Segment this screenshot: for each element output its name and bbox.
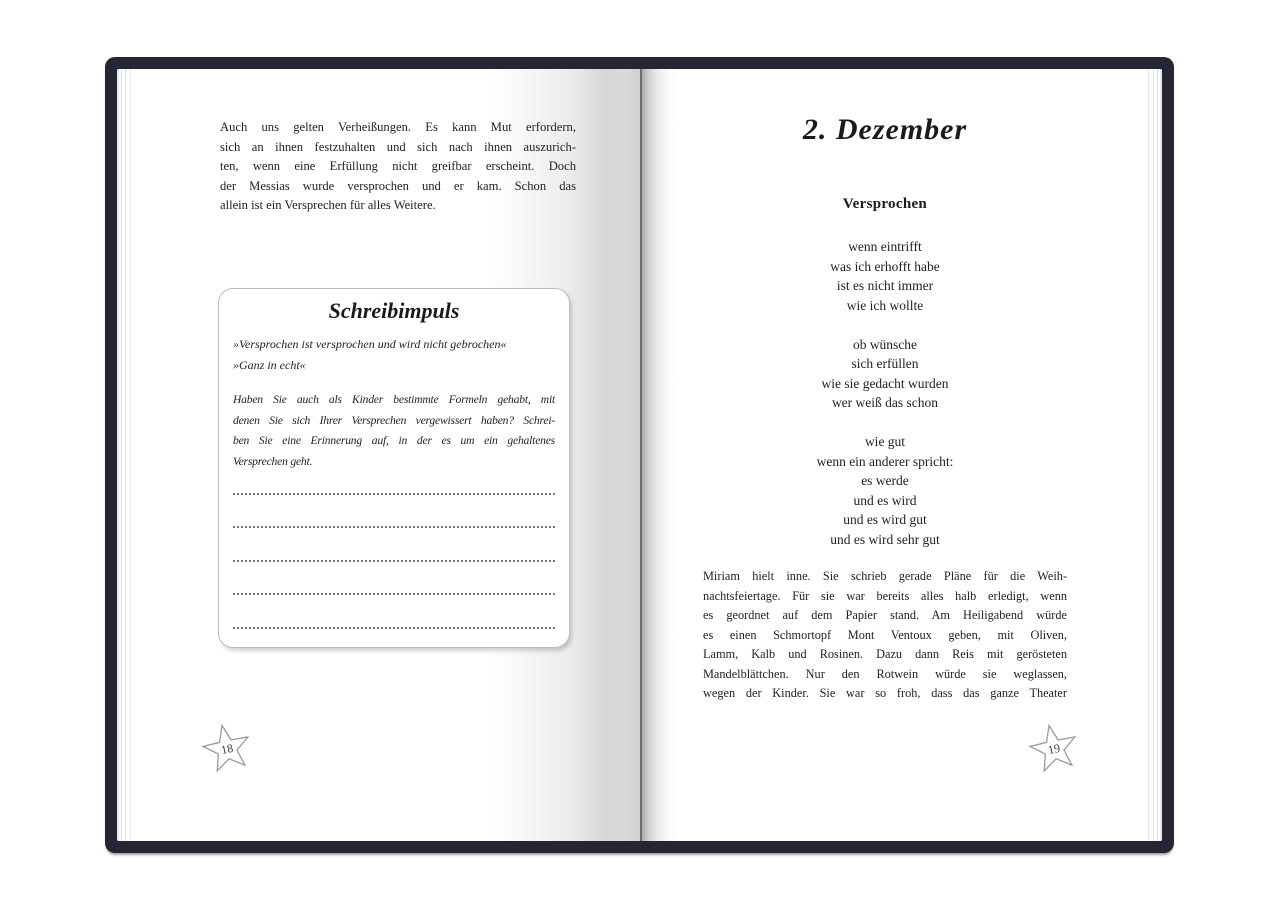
writing-lines: [233, 461, 555, 629]
poem-line: wenn eintrifft: [848, 239, 922, 254]
poem-line: wie ich wollte: [846, 297, 924, 313]
prompt-line: Versprechen geht.: [233, 454, 313, 468]
paragraph-line: wegen der Kinder. Sie war so froh, dass das ganze Theater: [703, 686, 1067, 700]
prompt-line: Haben Sie auch als Kinder bestimmte Formeln gehabt, mit: [233, 393, 555, 406]
poem-title: Versprochen: [842, 196, 928, 212]
left-page-paragraph: [220, 118, 576, 216]
page-number-star-left: [201, 723, 253, 775]
open-pages: [117, 69, 1162, 841]
poem-line: was ich erhofft habe: [830, 258, 940, 274]
writing-line: [233, 461, 555, 495]
poem-line: wie gut: [864, 434, 906, 449]
writing-line: [233, 495, 555, 529]
poem-line: ob wünsche: [852, 336, 918, 352]
poem-stanza: [703, 432, 1067, 549]
paragraph-line: allein ist ein Versprechen für alles Weitere.: [220, 198, 436, 212]
book-cover: [105, 57, 1174, 853]
paragraph-line: sich an ihnen festzuhalten und sich nach ihnen auszurich-: [220, 139, 576, 154]
schreibimpuls-box: [218, 288, 570, 648]
date-heading: 2. Dezember: [802, 113, 968, 146]
paragraph-line: es geordnet auf dem Papier stand. Am Heiligabend würde: [703, 608, 1067, 622]
poem-line: wenn ein anderer spricht:: [816, 453, 954, 469]
schreibimpuls-quotes: [233, 334, 555, 376]
quote-line: »Ganz in echt«: [233, 358, 306, 372]
star-icon: [196, 718, 258, 780]
poem-line: und es wird sehr gut: [830, 531, 940, 547]
poem-line: und es wird: [853, 492, 917, 508]
paragraph-line: ten, wenn eine Erfüllung nicht greifbar erscheint. Doch: [220, 159, 576, 173]
writing-line: [233, 528, 555, 562]
poem-line: sich erfüllen: [851, 356, 919, 371]
schreibimpuls-title: Schreibimpuls: [328, 298, 460, 323]
poem-line: wer weiß das schon: [831, 395, 939, 410]
poem-stanza: [703, 237, 1067, 315]
poem-line: es werde: [861, 473, 909, 488]
writing-line: [233, 562, 555, 596]
poem-stanza: [703, 335, 1067, 413]
prompt-line: denen Sie sich Ihrer Versprechen vergewissert haben? Schrei-: [233, 413, 555, 427]
star-icon: [1023, 718, 1085, 780]
page-number-left: 18: [219, 740, 235, 758]
right-page-paragraph: [703, 567, 1067, 704]
paragraph-line: Lamm, Kalb und Rosinen. Dazu dann Reis mit gerösteten: [703, 647, 1067, 661]
page-number-right: 19: [1046, 740, 1062, 758]
poem-line: wie sie gedacht wurden: [821, 375, 949, 391]
paragraph-line: Miriam hielt inne. Sie schrieb gerade Pläne für die Weih-: [703, 569, 1067, 583]
paragraph-line: Auch uns gelten Verheißungen. Es kann Mut erfordern,: [220, 120, 576, 134]
poem-line: ist es nicht immer: [836, 278, 934, 293]
prompt-line: ben Sie eine Erinnerung auf, in der es um ein gehaltenes: [233, 434, 555, 447]
paragraph-line: nachtsfeiertage. Für sie war bereits alles halb erledigt, wenn: [703, 588, 1067, 603]
paragraph-line: Mandelblättchen. Nur den Rotwein würde sie weglassen,: [703, 666, 1067, 681]
quote-line: »Versprochen ist versprochen und wird nicht gebrochen«: [233, 337, 507, 351]
paragraph-line: es einen Schmortopf Mont Ventoux geben, mit Oliven,: [703, 627, 1067, 642]
poem-line: und es wird gut: [843, 512, 927, 527]
paragraph-line: der Messias wurde versprochen und er kam. Schon das: [220, 178, 576, 193]
writing-line: [233, 595, 555, 629]
page-edges-left: [117, 69, 139, 841]
schreibimpuls-prompt: [233, 390, 555, 472]
page-edges-right: [1140, 69, 1162, 841]
poem: [703, 237, 1067, 549]
page-number-star-right: [1028, 723, 1080, 775]
